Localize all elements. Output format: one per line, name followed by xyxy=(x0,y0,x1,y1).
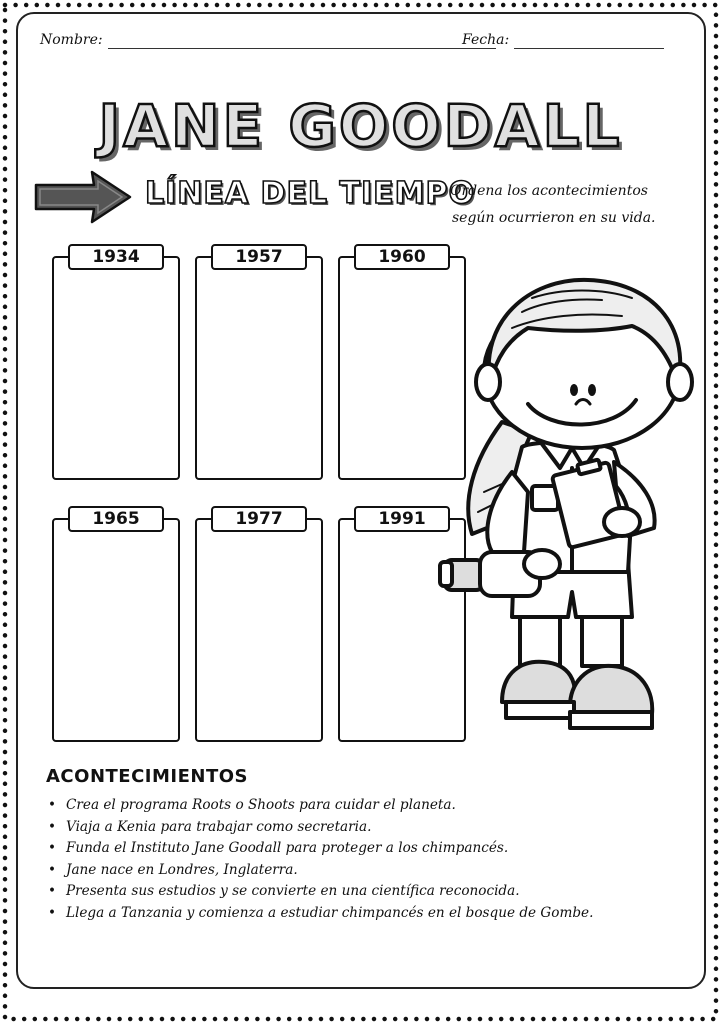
event-item[interactable]: • Presenta sus estudios y se convierte en una científica reconocida. xyxy=(62,881,686,903)
page-title: JANE GOODALL xyxy=(98,92,623,160)
events-title: ACONTECIMIENTOS xyxy=(46,766,249,787)
name-label: Nombre: xyxy=(40,32,103,48)
date-field[interactable] xyxy=(514,48,664,49)
event-item[interactable]: • Llega a Tanzania y comienza a estudiar chimpancés en el bosque de Gombe. xyxy=(62,903,686,925)
year-tab: 1960 xyxy=(354,244,450,270)
year-tab: 1977 xyxy=(211,506,307,532)
event-item[interactable]: • Viaja a Kenia para trabajar como secretaria. xyxy=(62,817,686,839)
timeline-card-4[interactable] xyxy=(52,509,180,742)
girl-explorer-illustration xyxy=(432,272,694,742)
timeline-subtitle: LÍNEA DEL TIEMPO xyxy=(145,176,475,211)
year-tab: 1934 xyxy=(68,244,164,270)
event-item[interactable]: • Crea el programa Roots o Shoots para cuidar el planeta. xyxy=(62,795,686,817)
event-item[interactable]: • Funda el Instituto Jane Goodall para proteger a los chimpancés. xyxy=(62,838,686,860)
timeline-card-1[interactable] xyxy=(52,247,180,480)
instructions-line-2: según ocurrieron en su vida. xyxy=(452,210,656,226)
year-tab: 1957 xyxy=(211,244,307,270)
date-label: Fecha: xyxy=(462,32,510,48)
year-tab: 1991 xyxy=(354,506,450,532)
arrow-right-icon xyxy=(34,169,134,229)
events-list xyxy=(46,795,686,925)
name-field[interactable] xyxy=(108,48,496,49)
timeline-card-2[interactable] xyxy=(195,247,323,480)
event-item[interactable]: • Jane nace en Londres, Inglaterra. xyxy=(62,860,686,882)
instructions xyxy=(450,178,695,232)
instructions-line-1: Ordena los acontecimientos xyxy=(450,183,648,199)
events-section xyxy=(46,766,686,925)
year-tab: 1965 xyxy=(68,506,164,532)
timeline-card-5[interactable] xyxy=(195,509,323,742)
